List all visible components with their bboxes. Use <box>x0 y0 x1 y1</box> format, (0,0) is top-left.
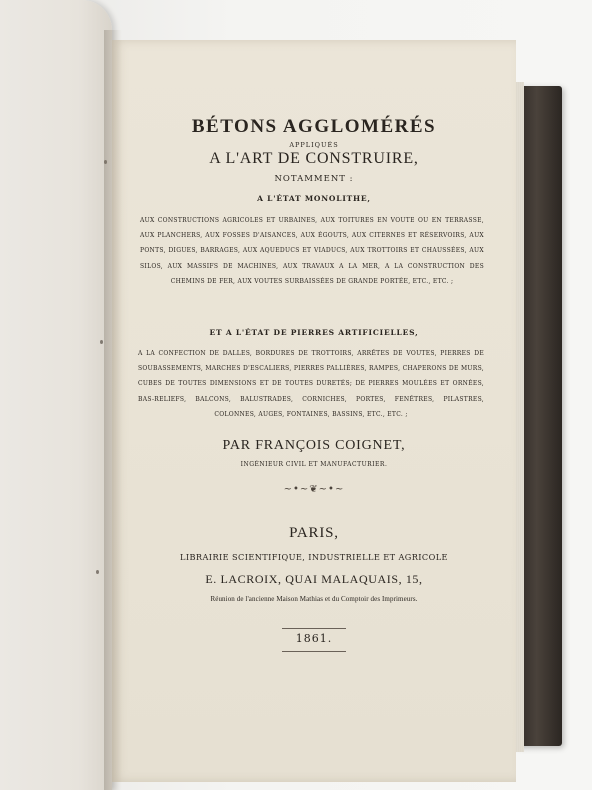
imprint-reunion: Réunion de l'ancienne Maison Mathias et du Comptoir des Imprimeurs. <box>210 595 418 603</box>
section-heading-pierres: ET A L'ÉTAT DE PIERRES ARTIFICIELLES, <box>209 328 419 337</box>
year-rule-top <box>282 628 346 629</box>
author-role: INGÉNIEUR CIVIL ET MANUFACTURIER. <box>240 461 388 468</box>
subtitle-small: APPLIQUÉS <box>289 141 339 149</box>
section-text-monolithe: AUX CONSTRUCTIONS AGRICOLES ET URBAINES, AUX TOITURES EN VOUTE OU EN TERRASSE, AUX PLANCHERS, AUX FOSSES D'AISANCES, AUX ÉGOUTS, AUX CITERNES ET RÉSERVOIRS, AUX PONTS, DIGUES, BARRAGES, AUX AQUEDUCS ET VIADUCS, AUX TROTTOIRS ET CHAUSSÉES, AUX SILOS, AUX MASSIFS DE MACHINES, AUX TRAVAUX A LA MER, A LA CONSTRUCTION DES CHEMINS DE FER, AUX VOUTES SURBAISSÉES DE GRANDE PORTÉE, ETC., ETC. ; <box>140 217 484 285</box>
binding-hole <box>96 570 99 574</box>
imprint-address: E. LACROIX, QUAI MALAQUAIS, 15, <box>205 572 423 586</box>
ornament-divider: ~•~❦~•~ <box>283 484 345 495</box>
book-gutter-shadow <box>104 30 122 790</box>
section-heading-monolithe: A L'ÉTAT MONOLITHE, <box>257 194 371 203</box>
imprint-city: PARIS, <box>289 525 339 541</box>
title-page <box>112 40 516 782</box>
year-rule-bottom <box>282 651 346 652</box>
imprint-year: 1861. <box>295 632 333 645</box>
author-line: PAR FRANÇOIS COIGNET, <box>222 438 406 453</box>
left-page <box>0 0 112 790</box>
imprint-publisher: LIBRAIRIE SCIENTIFIQUE, INDUSTRIELLE ET AGRICOLE <box>180 552 448 562</box>
section-text-pierres: A LA CONFECTION DE DALLES, BORDURES DE TROTTOIRS, ARRÊTES DE VOUTES, PIERRES DE SOUBASSEMENTS, MARCHES D'ESCALIERS, PIERRES PALLIÈRES, RAMPES, CHAPERONS DE MURS, CUBES DE TOUTES DIMENSIONS ET DE TOUTES DURETÉS; DE PIERRES MOULÉES ET ORNÉES, BAS-RELIEFS, BALCONS, BALUSTRADES, CORNICHES, PORTES, FENÊTRES, PILASTRES, COLONNES, AUGES, FONTAINES, BASSINS, ETC., ETC. ; <box>138 350 484 418</box>
main-title: BÉTONS AGGLOMÉRÉS <box>191 116 437 137</box>
binding-hole <box>100 340 103 344</box>
subtitle-large: A L'ART DE CONSTRUIRE, <box>209 150 419 167</box>
subtitle-notamment: NOTAMMENT : <box>274 174 354 184</box>
